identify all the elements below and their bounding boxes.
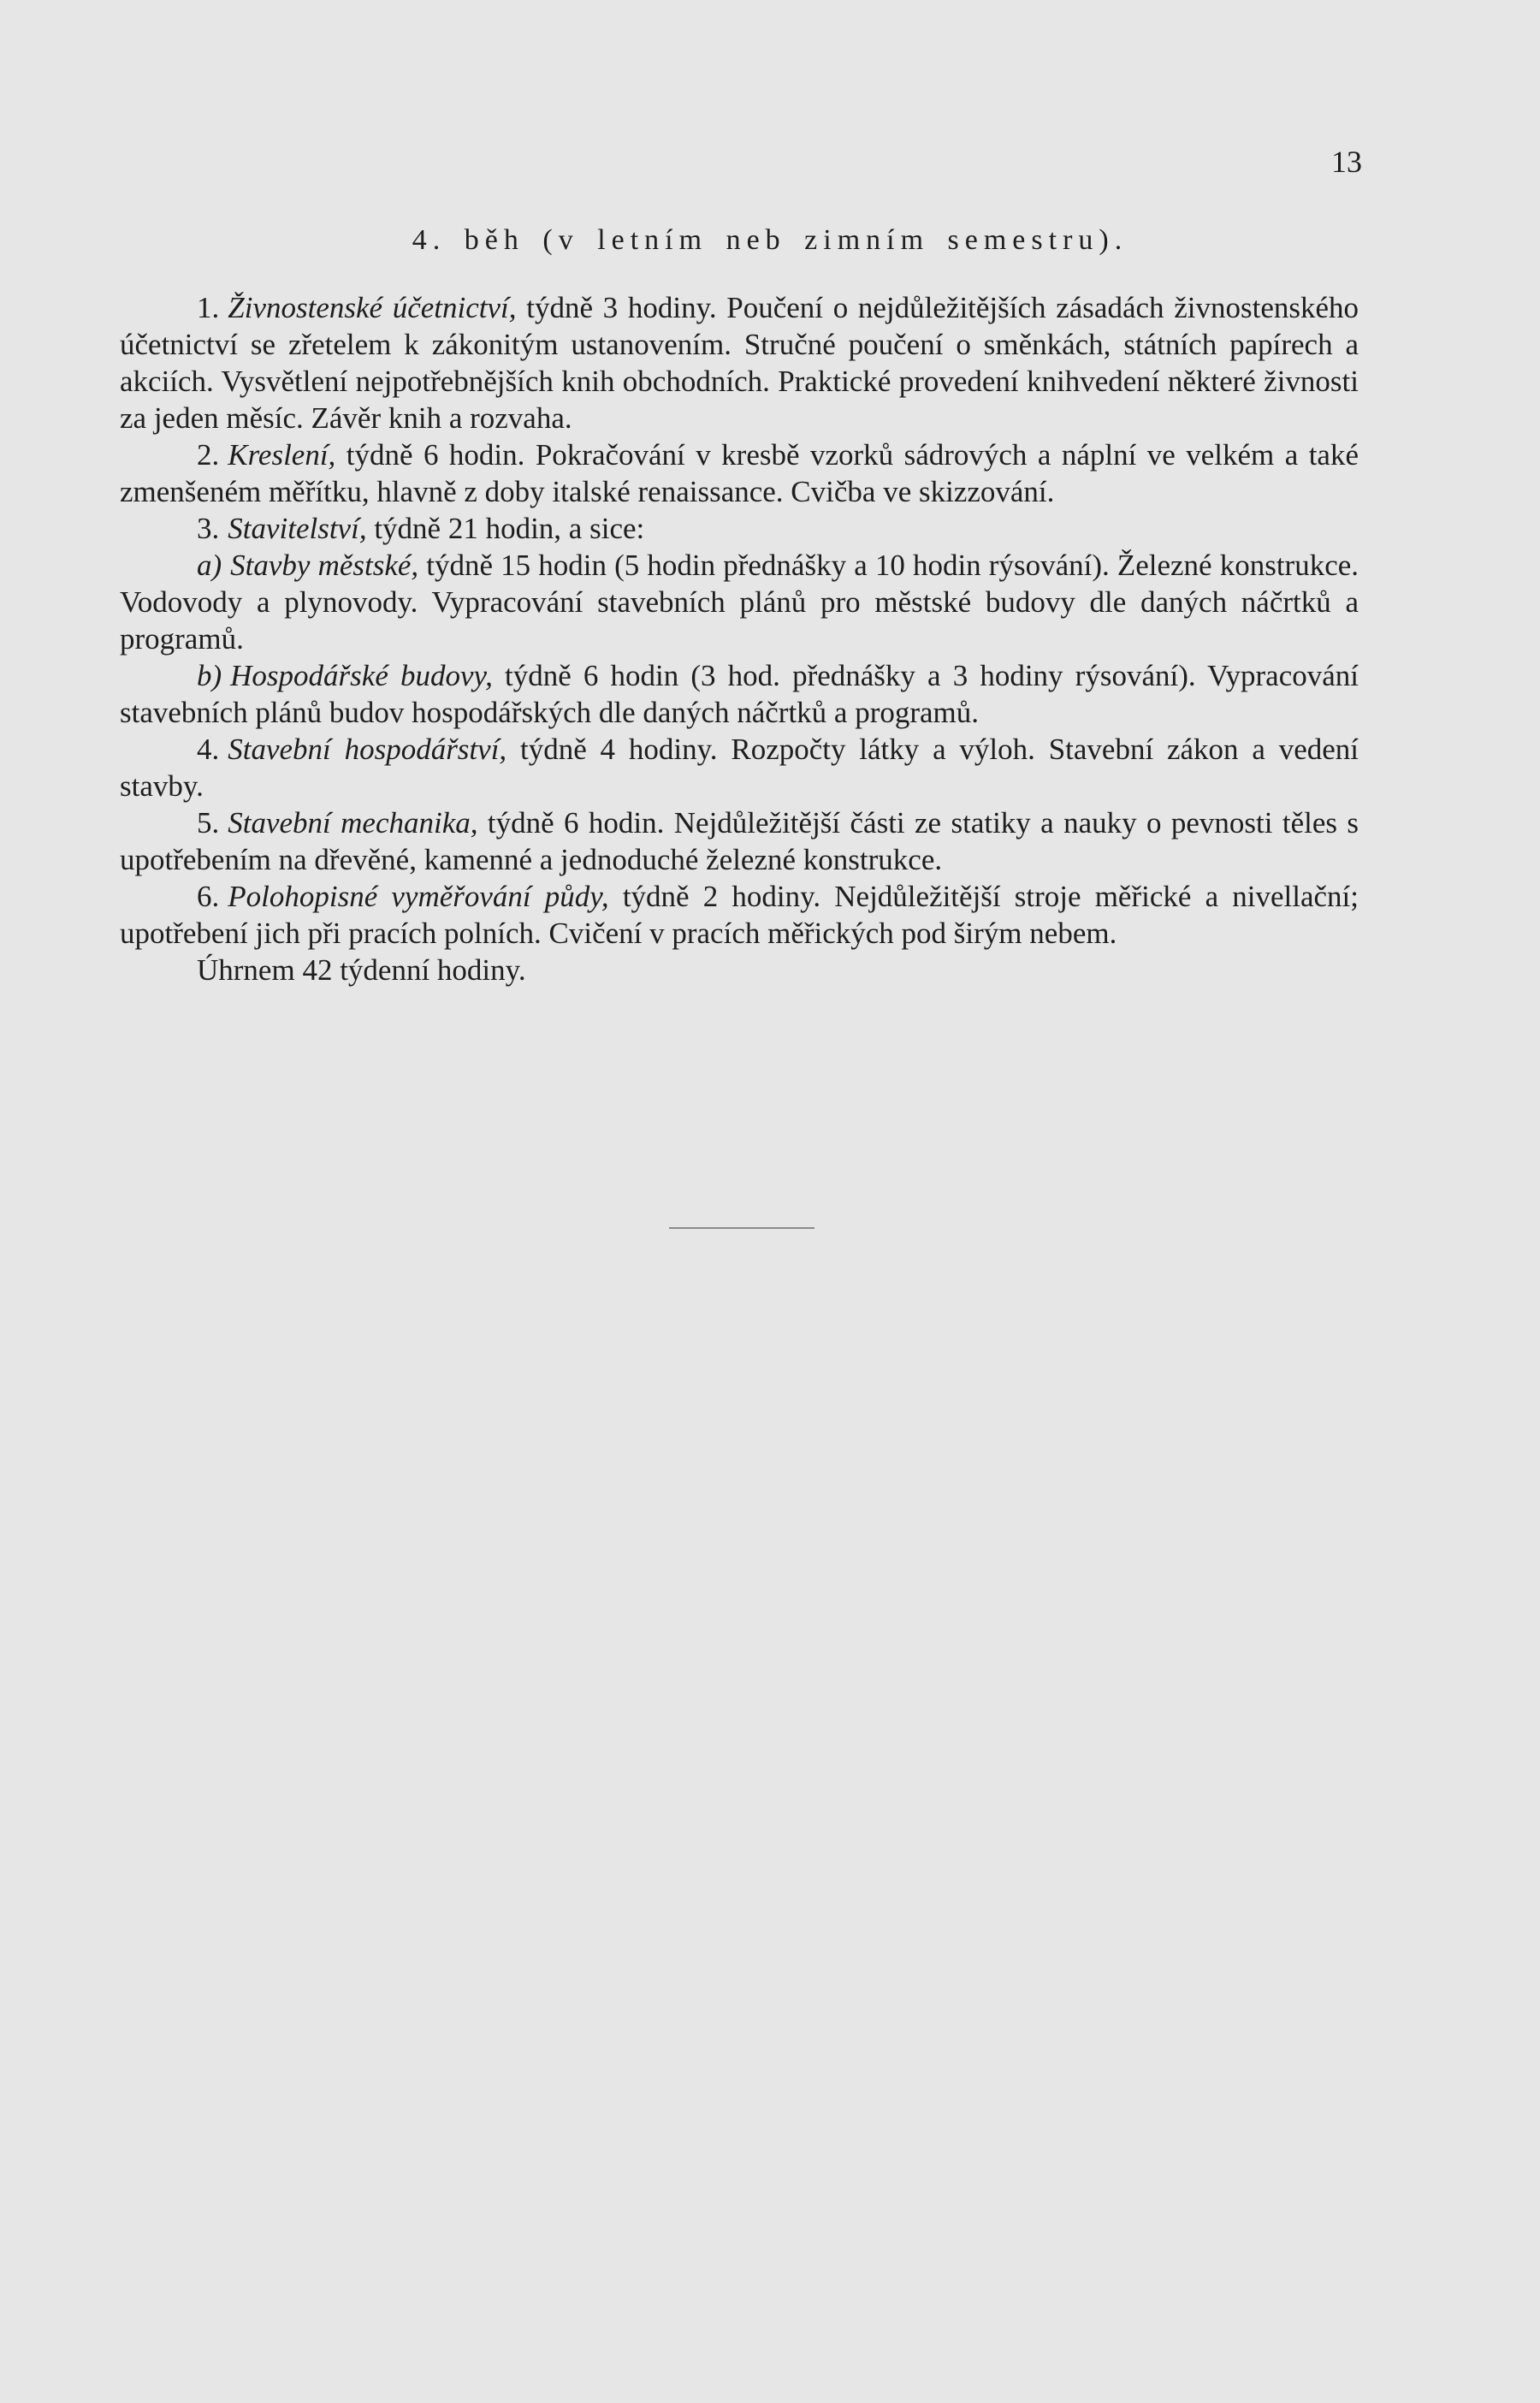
item-text: týdně 6 hodin (3 hod. přednášky a 3 hodiny rýsování). Vypracování stavebních plánů budov hospodářských dle daných náčrtků a programů.: [120, 659, 1359, 729]
item-title: Stavební mechanika,: [228, 806, 478, 840]
paragraph-item-3: [120, 510, 1359, 547]
section-divider: [669, 1227, 814, 1229]
item-title: Stavby městské,: [230, 549, 419, 582]
item-title: Polohopisné vyměřování půdy,: [228, 880, 609, 913]
item-title: Stavitelství,: [228, 512, 367, 545]
item-text: týdně 6 hodin. Nejdůležitější části ze statiky a nauky o pevnosti těles s upotřebením na dřevěné, kamenné a jednoduché železné konstrukce.: [120, 806, 1359, 876]
item-letter: a): [197, 549, 222, 582]
item-number: 6.: [197, 880, 220, 913]
item-text: týdně 3 hodiny. Poučení o nejdůležitějších zásadách živnostenského účetnictví se zřetelem k zákonitým ustanovením. Stručné poučení o směnkách, státních papírech a akciích. Vysvětlení nejpotřebnějších knih obchodních. Praktické provedení knihvedení některé živnosti za jeden měsíc. Závěr knih a rozvaha.: [120, 291, 1359, 435]
item-text: týdně 21 hodin, a sice:: [374, 512, 645, 545]
item-text: týdně 6 hodin. Pokračování v kresbě vzorků sádrových a náplní ve velkém a také zmenšeném měřítku, hlavně z doby italské renaissance. Cvičba ve skizzování.: [120, 438, 1359, 508]
item-text: týdně 15 hodin (5 hodin přednášky a 10 hodin rýsování). Železné konstrukce. Vodovody a plynovody. Vypracování stavebních plánů pro městské budovy dle daných náčrtků a programů.: [120, 549, 1359, 656]
item-letter: b): [197, 659, 222, 692]
item-number: 1.: [197, 291, 220, 324]
item-title: Kreslení,: [228, 438, 336, 472]
page-number: 13: [1331, 145, 1362, 179]
paragraph-item-6: [120, 878, 1359, 952]
paragraph-item-5: [120, 804, 1359, 878]
item-number: 5.: [197, 806, 220, 840]
item-title: Stavební hospodářství,: [228, 733, 507, 766]
section-heading: 4. běh (v letním neb zimním semestru).: [412, 224, 1128, 256]
item-title: Živnostenské účetnictví,: [228, 291, 517, 324]
item-title: Hospodářské budovy,: [230, 659, 493, 692]
item-number: 3.: [197, 512, 220, 545]
paragraph-item-2: [120, 436, 1359, 510]
item-text: týdně 4 hodiny. Rozpočty látky a výloh. Stavební zákon a vedení stavby.: [120, 733, 1359, 803]
item-number: 2.: [197, 438, 220, 472]
paragraph-item-3a: [120, 547, 1359, 657]
body-text: [120, 289, 1359, 988]
paragraph-item-3b: [120, 657, 1359, 731]
paragraph-item-4: [120, 731, 1359, 804]
item-number: 4.: [197, 733, 220, 766]
item-text: týdně 2 hodiny. Nejdůležitější stroje měřické a nivellační; upotřebení jich při pracích polních. Cvičení v pracích měřických pod širým nebem.: [120, 880, 1359, 950]
paragraph-item-1: [120, 289, 1359, 436]
total-hours: Úhrnem 42 týdenní hodiny.: [197, 953, 526, 987]
